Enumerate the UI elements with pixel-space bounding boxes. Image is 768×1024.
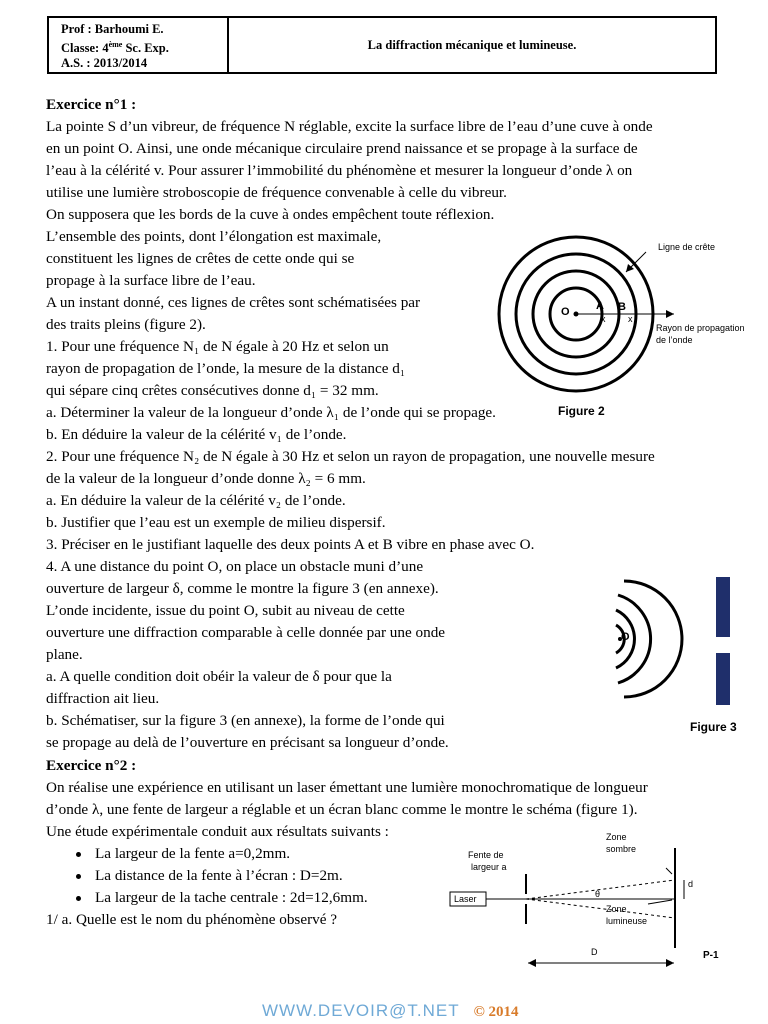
ligne-crete-label: Ligne de crête — [658, 242, 716, 252]
page-title: La diffraction mécanique et lumineuse. — [367, 38, 577, 52]
ex1-line: l’eau à la célérité v. Pour assurer l’immobilité du phénomène et mesurer la longueur d’onde λ on — [46, 162, 633, 179]
ex1-line: b. Schématiser, sur la figure 3 (en annexe), la forme de l’onde qui — [46, 712, 445, 729]
laser-label: Laser — [454, 894, 477, 904]
point-b-label: B — [618, 301, 626, 313]
ex1-line: qui sépare cinq crêtes consécutives donne d₁ = 32 mm. — [46, 382, 379, 399]
page-marker: P-1 — [703, 950, 719, 961]
ex1-line: se propage au delà de l’ouverture en précisant sa longueur d’onde. — [46, 734, 449, 751]
ex2-line: d’onde λ, une fente de largeur a réglable et un écran blanc comme le montre le schéma (figure 1). — [46, 801, 638, 818]
ex1-line: 4. A une distance du point O, on place un obstacle muni d’une — [46, 558, 424, 575]
ex1-line: a. Déterminer la valeur de la longueur d’onde λ₁ de l’onde qui se propage. — [46, 404, 496, 421]
ex1-line: L’ensemble des points, dont l’élongation est maximale, — [46, 228, 382, 245]
figure3-o-label: O — [621, 631, 630, 643]
prof-label: Prof : Barhoumi E. — [61, 22, 164, 36]
theta-label: θ — [595, 889, 601, 899]
ex1-line: a. En déduire la valeur de la célérité v₂ de l’onde. — [46, 492, 346, 509]
ex1-line: en un point O. Ainsi, une onde mécanique circulaire prend naissance et se propage à la surface de — [46, 140, 638, 157]
ex1-line: b. En déduire la valeur de la célérité v₁ de l’onde. — [46, 426, 347, 443]
svg-text:x: x — [601, 314, 606, 324]
exercice1-heading: Exercice n°1 : — [46, 96, 137, 113]
rayon-label-2: de l’onde — [656, 335, 693, 345]
figure2-caption: Figure 2 — [558, 404, 605, 418]
rayon-label: Rayon de propagation — [656, 323, 745, 333]
ex1-line: b. Justifier que l’eau est un exemple de milieu dispersif. — [46, 514, 386, 531]
ex2-bullet: La largeur de la fente a=0,2mm. — [76, 843, 290, 865]
bullet-icon — [76, 896, 81, 901]
ex1-line: constituent les lignes de crêtes de cette onde qui se — [46, 250, 355, 267]
header-table — [47, 16, 717, 74]
ex1-line: A un instant donné, ces lignes de crêtes sont schématisées par — [46, 294, 421, 311]
ex1-line: propage à la surface libre de l’eau. — [46, 272, 256, 289]
ex2-line: On réalise une expérience en utilisant un laser émettant une lumière monochromatique de longueur — [46, 779, 648, 796]
ex1-line: La pointe S d’un vibreur, de fréquence N réglable, excite la surface libre de l’eau d’une cuve à onde — [46, 118, 653, 135]
ex1-line: On supposera que les bords de la cuve à ondes empêchent toute réflexion. — [46, 206, 495, 223]
ex1-line: de la valeur de la longueur d’onde donne λ₂ = 6 mm. — [46, 470, 366, 487]
ex1-line: utilise une lumière stroboscopie de fréquence convenable à celle du vibreur. — [46, 184, 507, 201]
footer-copyright: © 2014 — [473, 1004, 519, 1020]
header-info — [49, 18, 229, 72]
svg-text:x: x — [628, 314, 633, 324]
bullet-icon — [76, 874, 81, 879]
ex2-question: 1/ a. Quelle est le nom du phénomène observé ? — [46, 911, 338, 928]
ex1-line: diffraction ait lieu. — [46, 690, 160, 707]
zone-lumineuse-label-2: lumineuse — [606, 916, 648, 926]
ex1-line: des traits pleins (figure 2). — [46, 316, 206, 333]
point-a-label: A — [596, 300, 604, 312]
ex1-line: ouverture de largeur δ, comme le montre la figure 3 (en annexe). — [46, 580, 439, 597]
ex1-line: 1. Pour une fréquence N₁ de N égale à 20 Hz et selon un — [46, 338, 389, 355]
ex1-line: ouverture une diffraction comparable à celle donnée par une onde — [46, 624, 446, 641]
ex2-bullet: La largeur de la tache centrale : 2d=12,6mm. — [76, 887, 368, 909]
classe-label: Classe: 4ème Sc. Exp. — [61, 40, 169, 56]
fente-label-2: largeur a — [471, 862, 507, 872]
footer-site[interactable]: WWW.DEVOIR@T.NET — [262, 1001, 460, 1020]
ex1-line: plane. — [46, 646, 83, 663]
distance-label: D — [591, 947, 598, 957]
figure2-drawing — [496, 232, 676, 412]
bullet-icon — [76, 852, 81, 857]
exercice2-heading: Exercice n°2 : — [46, 757, 137, 774]
ex1-line: L’onde incidente, issue du point O, subit au niveau de cette — [46, 602, 405, 619]
fente-label: Fente de — [468, 850, 504, 860]
annee-label: A.S. : 2013/2014 — [61, 56, 148, 71]
d-label: d — [688, 879, 694, 889]
ex1-line: 2. Pour une fréquence N₂ de N égale à 30 Hz et selon un rayon de propagation, une nouvelle mesure — [46, 448, 655, 465]
footer — [262, 1001, 519, 1021]
figure3-caption: Figure 3 — [690, 720, 737, 734]
zone-sombre-label: Zone — [606, 832, 627, 842]
ex2-line: Une étude expérimentale conduit aux résultats suivants : — [46, 823, 389, 840]
ex1-line: 3. Préciser en le justifiant laquelle des deux points A et B vibre en phase avec O. — [46, 536, 535, 553]
zone-sombre-label-2: sombre — [606, 844, 637, 854]
ex1-line: a. A quelle condition doit obéir la valeur de δ pour que la — [46, 668, 392, 685]
zone-lumineuse-label: Zone — [606, 904, 627, 914]
point-o-label: O — [561, 306, 570, 318]
ex2-bullet: La distance de la fente à l’écran : D=2m. — [76, 865, 343, 887]
ex1-line: rayon de propagation de l’onde, la mesure de la distance d₁ — [46, 360, 406, 377]
